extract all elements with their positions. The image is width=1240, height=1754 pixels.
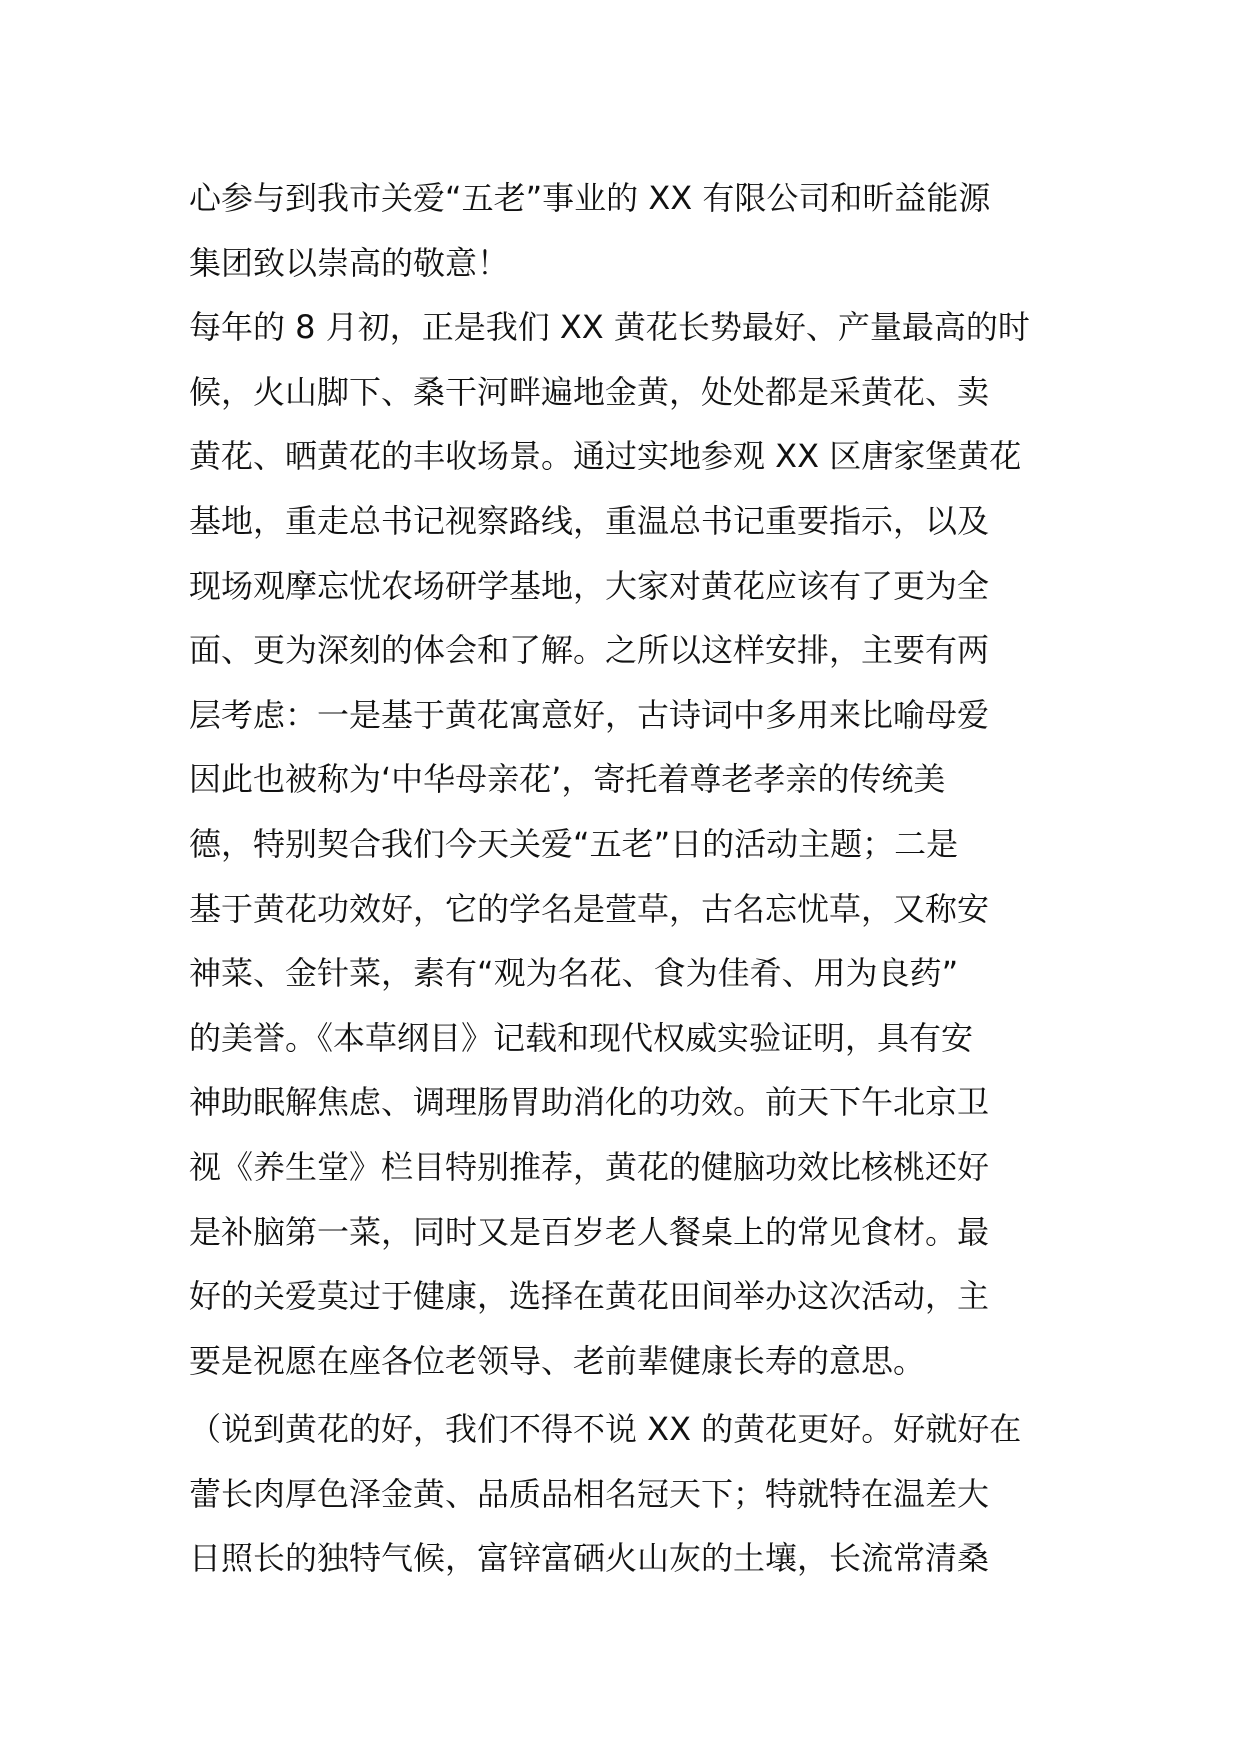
paragraph-1: [189, 166, 1055, 295]
text-line: 日照长的独特气候，富锌富硒火山灰的土壤，长流常清桑: [189, 1539, 990, 1578]
text-line: 集团致以崇高的敬意！: [189, 243, 510, 282]
text-line: 的美誉。《本草纲目》记载和现代权威实验证明，具有安: [189, 1018, 974, 1057]
document-body: [189, 166, 1055, 1591]
text-line: 每年的 8 月初，正是我们 XX 黄花长势最好、产量最高的时: [189, 308, 1030, 347]
text-line: 面、更为深刻的体会和了解。之所以这样安排，主要有两: [189, 631, 990, 670]
text-line: （说到黄花的好，我们不得不说 XX 的黄花更好。好就好在: [189, 1410, 1022, 1449]
text-line: 层考虑：一是基于黄花寓意好，古诗词中多用来比喻母爱: [189, 695, 990, 734]
text-line: 德，特别契合我们今天关爱“五老”日的活动主题；二是: [189, 824, 959, 863]
text-line: 现场观摩忘忧农场研学基地，大家对黄花应该有了更为全: [189, 566, 990, 605]
text-line: 因此也被称为‘中华母亲花’，寄托着尊老孝亲的传统美: [189, 760, 946, 799]
text-line: 是补脑第一菜，同时又是百岁老人餐桌上的常见食材。最: [189, 1212, 990, 1251]
text-line: 视《养生堂》栏目特别推荐，黄花的健脑功效比核桃还好: [189, 1147, 990, 1186]
text-line: 蕾长肉厚色泽金黄、品质品相名冠天下；特就特在温差大: [189, 1474, 990, 1513]
text-line: 要是祝愿在座各位老领导、老前辈健康长寿的意思。: [189, 1341, 926, 1380]
text-line: 心参与到我市关爱“五老”事业的 XX 有限公司和昕益能源: [189, 179, 991, 217]
text-line: 神菜、金针菜，素有“观为名花、食为佳肴、用为良药”: [189, 954, 959, 993]
paragraph-2: [189, 295, 1055, 1393]
paragraph-3: [189, 1397, 1055, 1591]
text-line: 黄花、晒黄花的丰收场景。通过实地参观 XX 区唐家堡黄花: [189, 437, 1022, 476]
text-line: 好的关爱莫过于健康，选择在黄花田间举办这次活动，主: [189, 1277, 990, 1316]
text-line: 基地，重走总书记视察路线，重温总书记重要指示，以及: [189, 501, 990, 540]
text-line: 基于黄花功效好，它的学名是萱草，古名忘忧草，又称安: [189, 889, 990, 928]
text-line: 候，火山脚下、桑干河畔遍地金黄，处处都是采黄花、卖: [189, 372, 990, 411]
text-line: 神助眠解焦虑、调理肠胃助消化的功效。前天下午北京卫: [189, 1083, 990, 1122]
